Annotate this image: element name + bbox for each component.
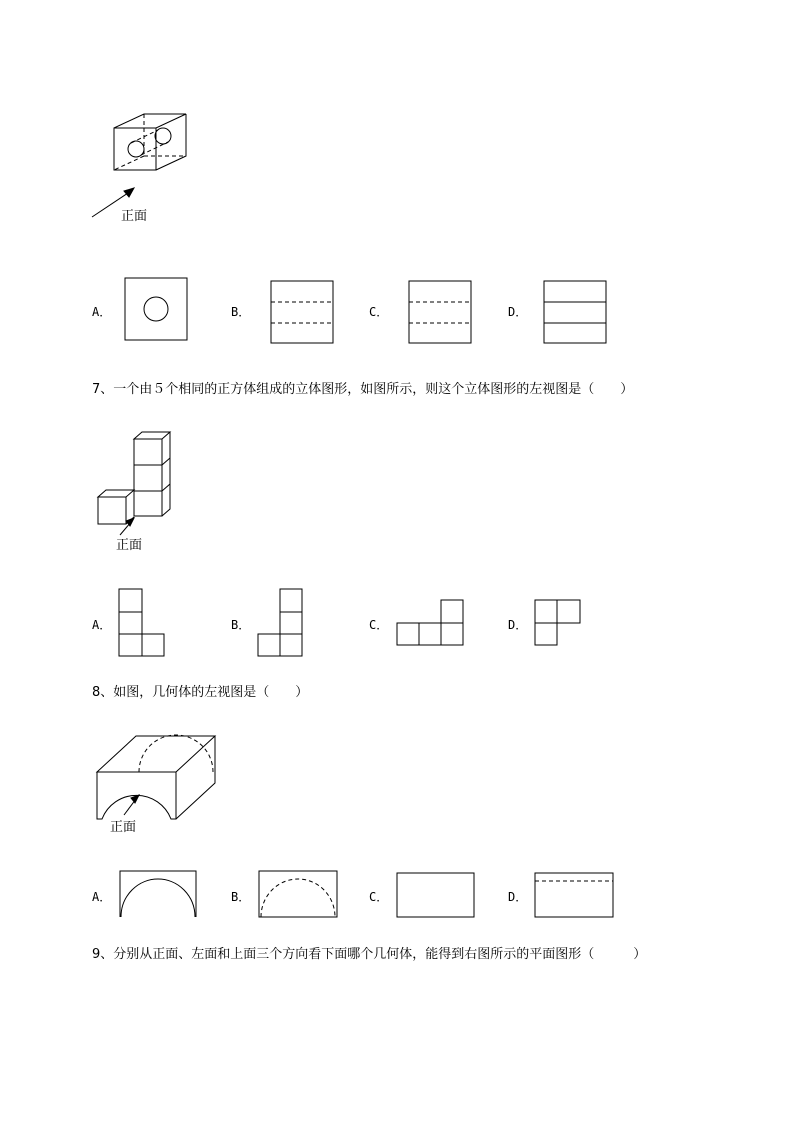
q8-option-a-label[interactable]: A． [92, 890, 112, 904]
q6-front-label: 正面 [121, 209, 148, 224]
q8-option-b-label[interactable]: B． [231, 890, 251, 904]
q6-option-b-label[interactable]: B． [231, 305, 251, 319]
q7-option-b-label[interactable]: B． [231, 618, 251, 632]
q7-option-a-label[interactable]: A． [92, 618, 112, 632]
q7-option-c-label[interactable]: C． [369, 618, 389, 632]
q9-question-text: 9、分别从正面、左面和上面三个方向看下面哪个几何体，能得到右图所示的平面图形（ ） [92, 947, 647, 962]
q7-question-text: 7、一个由５个相同的正方体组成的立体图形，如图所示，则这个立体图形的左视图是（ ） [92, 382, 634, 397]
q6-option-d-label[interactable]: D． [508, 305, 528, 319]
q7-option-d-label[interactable]: D． [508, 618, 528, 632]
q8-question-text: 8、如图，几何体的左视图是（ ） [92, 685, 309, 700]
q8-option-d-label[interactable]: D． [508, 890, 528, 904]
q7-front-label: 正面 [116, 538, 143, 553]
q8-option-c-label[interactable]: C． [369, 890, 389, 904]
q6-option-a-label[interactable]: A． [92, 305, 112, 319]
q8-front-label: 正面 [110, 820, 137, 835]
q8-option-d-figure [0, 0, 1, 1]
q6-option-c-label[interactable]: C． [369, 305, 389, 319]
